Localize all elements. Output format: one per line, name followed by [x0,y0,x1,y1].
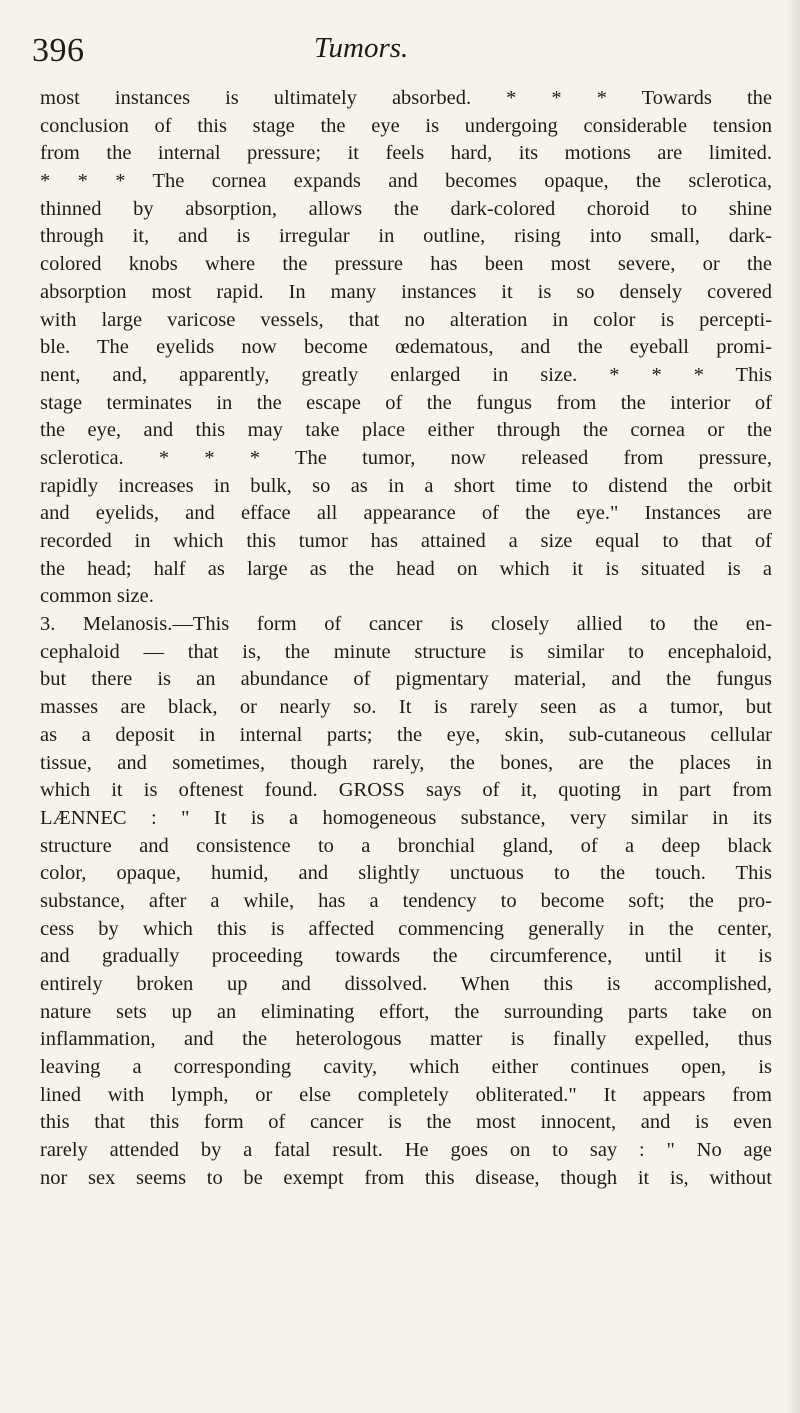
text-line-39: rarely attended by a fatal result. He goes on to say : " No age [40,1139,772,1162]
text-line-4: * * * The cornea expands and becomes opaque, the sclerotica, [40,170,772,193]
text-line-6: through it, and is irregular in outline, rising into small, dark- [40,225,772,248]
text-line-23: masses are black, or nearly so. It is rarely seen as a tumor, but [40,696,772,719]
text-line-27: LÆNNEC : " It is a homogeneous substance, very similar in its [40,806,772,829]
text-line-24: as a deposit in internal parts; the eye, skin, sub-cutaneous cellular [40,723,772,746]
text-line-19: common size. [40,585,154,608]
text-line-10: ble. The eyelids now become œdematous, and the eyeball promi- [40,336,772,359]
text-line-20: 3. Melanosis.—This form of cancer is closely allied to the en- [40,613,772,636]
text-line-13: the eye, and this may take place either through the cornea or the [40,419,772,442]
text-line-15: rapidly increases in bulk, so as in a short time to distend the orbit [40,474,772,497]
text-line-26: which it is oftenest found. GROSS says of it, quoting in part from [40,779,772,802]
text-line-3: from the internal pressure; it feels hard, its motions are limited. [40,142,772,165]
text-line-12: stage terminates in the escape of the fungus from the interior of [40,391,772,414]
text-line-14: sclerotica. * * * The tumor, now released from pressure, [40,446,772,469]
page-header [32,30,772,76]
text-line-31: cess by which this is affected commencing generally in the center, [40,917,772,940]
text-line-38: this that this form of cancer is the most innocent, and is even [40,1111,772,1134]
body-text [40,85,772,1193]
text-line-34: nature sets up an eliminating effort, the surrounding parts take on [40,1000,772,1023]
text-line-30: substance, after a while, has a tendency to become soft; the pro- [40,889,772,912]
text-line-9: with large varicose vessels, that no alteration in color is percepti- [40,308,772,331]
text-line-22: but there is an abundance of pigmentary material, and the fungus [40,668,772,691]
page-edge [786,0,800,1413]
text-line-18: the head; half as large as the head on which it is situated is a [40,557,772,580]
text-line-29: color, opaque, humid, and slightly unctuous to the touch. This [40,862,772,885]
text-line-37: lined with lymph, or else completely obliterated." It appears from [40,1083,772,1106]
text-line-35: inflammation, and the heterologous matter is finally expelled, thus [40,1028,772,1051]
text-line-16: and eyelids, and efface all appearance of the eye." Instances are [40,502,772,525]
text-line-40: nor sex seems to be exempt from this disease, though it is, without [40,1166,772,1189]
text-line-28: structure and consistence to a bronchial gland, of a deep black [40,834,772,857]
text-line-1: most instances is ultimately absorbed. * * * Towards the [40,87,772,109]
text-line-36: leaving a corresponding cavity, which either continues open, is [40,1056,772,1079]
text-line-7: colored knobs where the pressure has been most severe, or the [40,253,772,276]
text-line-8: absorption most rapid. In many instances it is so densely covered [40,280,772,303]
text-line-25: tissue, and sometimes, though rarely, the bones, are the places in [40,751,772,774]
text-line-33: entirely broken up and dissolved. When this is accomplished, [40,973,772,995]
text-line-11: nent, and, apparently, greatly enlarged in size. * * * This [40,363,772,386]
text-line-21: cephaloid — that is, the minute structure is similar to encephaloid, [40,640,772,663]
text-line-5: thinned by absorption, allows the dark-colored choroid to shine [40,197,772,220]
text-line-2: conclusion of this stage the eye is undergoing considerable tension [40,114,772,137]
text-line-17: recorded in which this tumor has attained a size equal to that of [40,530,772,552]
text-line-32: and gradually proceeding towards the circumference, until it is [40,945,772,968]
running-title: Tumors. [314,32,409,64]
page-number: 396 [32,32,85,69]
